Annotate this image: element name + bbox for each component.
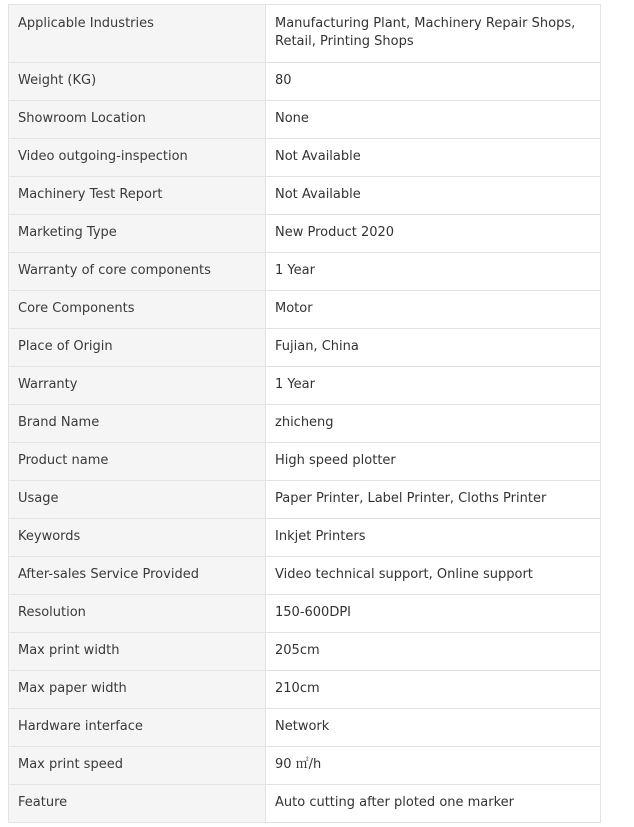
spec-value: Inkjet Printers (266, 519, 601, 557)
spec-value: None (266, 101, 601, 139)
spec-label: Keywords (9, 519, 266, 557)
spec-value: 90 ㎡/h (266, 747, 601, 785)
table-row (9, 177, 601, 215)
table-row (9, 139, 601, 177)
spec-label: Place of Origin (9, 329, 266, 367)
spec-value: 1 Year (266, 253, 601, 291)
table-row (9, 101, 601, 139)
table-row (9, 215, 601, 253)
spec-value: Auto cutting after ploted one marker (266, 785, 601, 823)
table-row (9, 291, 601, 329)
spec-label: Brand Name (9, 405, 266, 443)
spec-label: Showroom Location (9, 101, 266, 139)
table-row (9, 709, 601, 747)
spec-value: High speed plotter (266, 443, 601, 481)
spec-label: Hardware interface (9, 709, 266, 747)
spec-label: Product name (9, 443, 266, 481)
spec-value: Motor (266, 291, 601, 329)
table-row (9, 481, 601, 519)
table-row (9, 405, 601, 443)
table-row (9, 253, 601, 291)
table-row (9, 443, 601, 481)
spec-label: Feature (9, 785, 266, 823)
spec-value: Not Available (266, 177, 601, 215)
spec-label: Warranty of core components (9, 253, 266, 291)
spec-table-body (9, 5, 601, 823)
spec-value: 80 (266, 63, 601, 101)
spec-label: Video outgoing-inspection (9, 139, 266, 177)
spec-value: 205cm (266, 633, 601, 671)
table-row (9, 367, 601, 405)
table-row (9, 329, 601, 367)
table-row (9, 633, 601, 671)
spec-label: Max print speed (9, 747, 266, 785)
table-row (9, 63, 601, 101)
spec-label: Marketing Type (9, 215, 266, 253)
spec-label: Applicable Industries (9, 5, 266, 63)
spec-label: Core Components (9, 291, 266, 329)
table-row (9, 5, 601, 63)
spec-table (8, 4, 601, 823)
table-row (9, 595, 601, 633)
spec-value: Paper Printer, Label Printer, Cloths Printer (266, 481, 601, 519)
spec-value: 150-600DPI (266, 595, 601, 633)
table-row (9, 519, 601, 557)
spec-value: 210cm (266, 671, 601, 709)
spec-value: zhicheng (266, 405, 601, 443)
spec-label: Max paper width (9, 671, 266, 709)
spec-label: After-sales Service Provided (9, 557, 266, 595)
spec-label: Weight (KG) (9, 63, 266, 101)
spec-label: Resolution (9, 595, 266, 633)
table-row (9, 671, 601, 709)
table-row (9, 785, 601, 823)
spec-value: 1 Year (266, 367, 601, 405)
spec-value: Manufacturing Plant, Machinery Repair Shops, Retail, Printing Shops (266, 5, 601, 63)
spec-value: New Product 2020 (266, 215, 601, 253)
table-row (9, 557, 601, 595)
spec-label: Max print width (9, 633, 266, 671)
table-row (9, 747, 601, 785)
spec-label: Usage (9, 481, 266, 519)
spec-value: Network (266, 709, 601, 747)
spec-value: Video technical support, Online support (266, 557, 601, 595)
spec-label: Warranty (9, 367, 266, 405)
spec-value: Fujian, China (266, 329, 601, 367)
spec-label: Machinery Test Report (9, 177, 266, 215)
spec-value: Not Available (266, 139, 601, 177)
